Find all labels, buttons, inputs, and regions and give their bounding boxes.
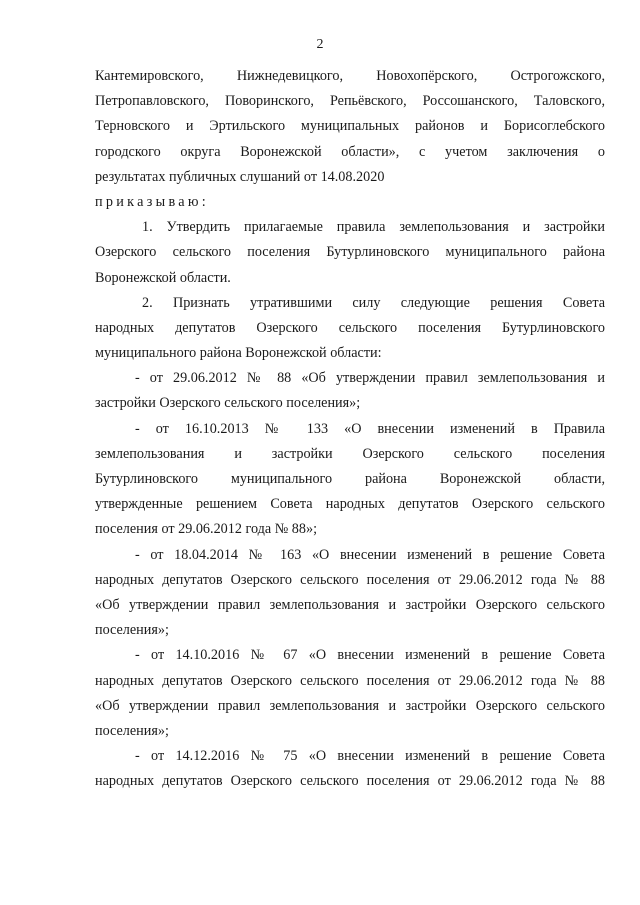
text-line: - от 14.12.2016 № 75 «О внесении изменений в решение Совета [135,748,605,765]
text-line: Бутурлиновского муниципального района Воронежской области, [95,471,605,487]
text-line: поселения»; [95,722,169,739]
text-line: - от 29.06.2012 № 88 «Об утверждении правил землепользования и [135,370,605,387]
text-line: - от 16.10.2013 № 133 «О внесении изменений в Правила [135,420,605,437]
text-line: застройки Озерского сельского поселения»; [95,395,361,412]
document-body [95,64,605,794]
text-line: поселения»; [95,622,169,639]
text-line: - от 18.04.2014 № 163 «О внесении изменений в решение Совета [135,546,605,563]
text-line: городского округа Воронежской области», с учетом заключения о [95,143,605,160]
text-line: Терновского и Эртильского муниципальных районов и Борисоглебского [95,118,605,135]
text-line: результатах публичных слушаний от 14.08.2020 [95,168,385,185]
page-number: 2 [316,37,324,52]
text-line: утвержденные решением Совета народных депутатов Озерского сельского [95,496,605,513]
text-line: 2. Признать утратившими силу следующие решения Совета [142,294,605,311]
text-line: 1. Утвердить прилагаемые правила землепользования и застройки [142,219,605,236]
text-line: землепользования и застройки Озерского сельского поселения [95,445,605,462]
text-line: Петропавловского, Поворинского, Репьёвского, Россошанского, Таловского, [95,93,605,110]
text-line: муниципального района Воронежской области: [95,345,382,362]
text-line: поселения от 29.06.2012 года № 88»; [95,521,318,538]
text-line: народных депутатов Озерского сельского поселения от 29.06.2012 года № 88 [95,571,605,588]
text-line: «Об утверждении правил землепользования и застройки Озерского сельского [95,697,605,714]
text-line: народных депутатов Озерского сельского поселения Бутурлиновского [95,319,605,336]
text-line: «Об утверждении правил землепользования и застройки Озерского сельского [95,596,605,613]
text-line: Кантемировского, Нижнедевицкого, Новохопёрского, Острогожского, [95,68,605,84]
text-line: Воронежской области. [95,269,231,286]
text-line: народных депутатов Озерского сельского поселения от 29.06.2012 года № 88 [95,672,605,689]
order-word: приказываю: [95,193,210,210]
text-line: народных депутатов Озерского сельского поселения от 29.06.2012 года № 88 [95,773,605,790]
text-line: - от 14.10.2016 № 67 «О внесении изменений в решение Совета [135,647,605,664]
text-line: Озерского сельского поселения Бутурлиновского муниципального района [95,244,605,261]
